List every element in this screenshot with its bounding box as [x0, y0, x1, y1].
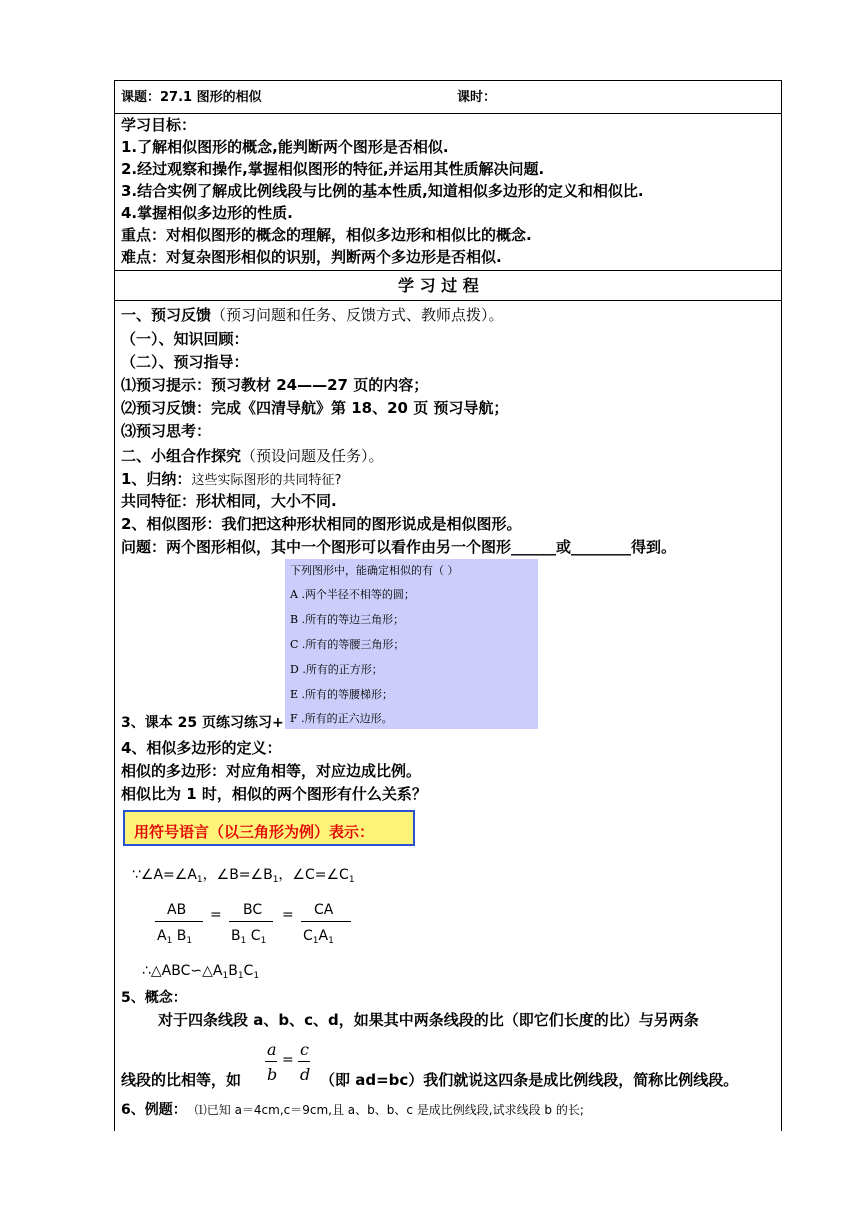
vertex-c: C	[243, 963, 254, 979]
angle-c: ，∠C=∠C	[278, 867, 349, 883]
den-letter: C	[303, 928, 313, 944]
quiz-option: E .所有的等腰梯形；	[290, 688, 394, 701]
guide-item: ⑴预习提示：预习教材 24——27 页的内容；	[121, 376, 429, 394]
common-feature: 共同特征：形状相同，大小不同.	[121, 492, 337, 510]
fraction-numerator: AB	[167, 902, 187, 918]
item6-label: 6、例题：	[121, 1102, 187, 1118]
item6-line	[121, 1103, 584, 1117]
item1-line	[121, 472, 341, 487]
equals-sign: =	[210, 907, 222, 923]
row-divider	[114, 270, 781, 271]
symbol-language-callout	[123, 810, 415, 846]
subscript: 1	[312, 936, 319, 946]
den-letter: A	[157, 928, 167, 944]
section2-heading	[121, 449, 384, 464]
prop-c: c	[300, 1040, 309, 1059]
subscript: 1	[166, 936, 173, 946]
similarity-conclusion	[142, 964, 259, 981]
angle-equality	[132, 868, 355, 885]
row-divider	[114, 113, 781, 114]
callout-text: 用符号语言（以三角形为例）表示：	[134, 823, 375, 841]
fraction-denominator	[157, 929, 192, 946]
subheading-review: （一）、知识回顾：	[121, 330, 249, 348]
objective-item: 2.经过观察和操作,掌握相似图形的特征,并运用其性质解决问题.	[121, 160, 545, 178]
fraction-bar	[265, 1061, 277, 1062]
item1-text: 这些实际图形的共同特征?	[191, 473, 342, 488]
equals-sign: =	[282, 1052, 294, 1068]
objective-item: 1.了解相似图形的概念,能判断两个图形是否相似.	[121, 138, 449, 156]
subscript: 1	[272, 875, 279, 885]
fraction-bar	[298, 1061, 310, 1062]
question-line: 问题：两个图形相似，其中一个图形可以看作由另一个图形______或________得到。	[121, 538, 677, 556]
period-label: 课时：	[457, 90, 497, 105]
section2-title: 二、小组合作探究	[121, 447, 242, 465]
quiz-option: F .所有的正六边形。	[290, 712, 393, 725]
subscript: 1	[196, 875, 203, 885]
conclusion-text: ∴△ABC∽△A	[142, 963, 223, 979]
equals-sign: =	[282, 907, 294, 923]
item6-text: ⑴已知 a＝4cm,c＝9cm,且 a、b、b、c 是成比例线段,试求线段 b 的长;	[194, 1103, 584, 1117]
quiz-option: B .所有的等边三角形；	[290, 613, 405, 626]
subscript: 1	[237, 971, 244, 981]
objectives-heading: 学习目标：	[121, 116, 197, 134]
guide-item: ⑶预习思考：	[121, 422, 212, 440]
polygon-definition: 相似的多边形：对应角相等，对应边成比例。	[121, 762, 422, 780]
item5-heading: 5、概念：	[121, 990, 187, 1006]
item2-similar-figures: 2、相似图形：我们把这种形状相同的图形说成是相似图形。	[121, 515, 522, 533]
section1-note: （预习问题和任务、反馈方式、教师点拨）。	[211, 306, 504, 324]
objective-item: 4.掌握相似多边形的性质.	[121, 204, 293, 222]
subheading-guide: （二）、预习指导：	[121, 353, 249, 371]
topic-label: 课题：27.1 图形的相似	[121, 90, 262, 105]
quiz-option: A .两个半径不相等的圆；	[290, 588, 415, 601]
angle-a: ∵∠A=∠A	[132, 867, 197, 883]
section1-heading	[121, 308, 504, 323]
fraction-denominator	[231, 929, 266, 946]
concept-line1: 对于四条线段 a、b、c、d，如果其中两条线段的比（即它们长度的比）与另两条	[158, 1011, 699, 1029]
ratio-question: 相似比为 1 时，相似的两个图形有什么关系？	[121, 785, 427, 803]
fraction-denominator	[303, 929, 334, 946]
guide-item: ⑵预习反馈：完成《四清导航》第 18、20 页 预习导航；	[121, 399, 509, 417]
fraction-numerator: BC	[243, 902, 263, 918]
quiz-option: C .所有的等腰三角形；	[290, 638, 405, 651]
subscript: 1	[328, 936, 334, 946]
quiz-stem: 下列图形中，能确定相似的有（ ）	[290, 564, 459, 577]
key-point: 重点：对相似图形的概念的理解，相似多边形和相似比的概念.	[121, 226, 532, 244]
subscript: 1	[222, 971, 229, 981]
fraction-bar	[155, 921, 203, 922]
den-letter: A	[318, 928, 329, 944]
item3-exercise: 3、课本 25 页练习练习+	[121, 715, 284, 731]
fraction-bar	[229, 921, 273, 922]
section2-note: （预设问题及任务）。	[241, 447, 384, 465]
item1-label: 1、归纳：	[121, 470, 192, 488]
concept-line2-start: 线段的比相等，如	[121, 1071, 242, 1089]
subscript: 1	[186, 936, 193, 946]
angle-b: ，∠B=∠B	[202, 867, 273, 883]
section1-title: 一、预习反馈	[121, 306, 212, 324]
row-divider	[114, 300, 781, 301]
prop-a: a	[267, 1040, 277, 1059]
process-title: 学 习 过 程	[398, 276, 479, 295]
item4-heading: 4、相似多边形的定义：	[121, 739, 282, 757]
prop-d: d	[300, 1065, 311, 1084]
vertex-b: B	[228, 963, 238, 979]
quiz-box	[285, 559, 538, 729]
fraction-numerator: CA	[314, 902, 334, 918]
subscript: 1	[260, 936, 267, 946]
subscript: 1	[253, 971, 260, 981]
difficulty: 难点：对复杂图形相似的识别，判断两个多边形是否相似.	[121, 248, 502, 266]
objective-item: 3.结合实例了解成比例线段与比例的基本性质,知道相似多边形的定义和相似比.	[121, 182, 644, 200]
subscript: 1	[348, 875, 355, 885]
den-letter: C	[250, 928, 261, 944]
quiz-option: D .所有的正方形；	[290, 663, 383, 676]
fraction-bar	[301, 921, 351, 922]
den-letter: B	[176, 928, 187, 944]
concept-line2-end: （即 ad=bc）我们就说这四条是成比例线段，简称比例线段。	[320, 1071, 739, 1089]
prop-b: b	[267, 1065, 278, 1084]
subscript: 1	[240, 936, 247, 946]
den-letter: B	[231, 928, 241, 944]
